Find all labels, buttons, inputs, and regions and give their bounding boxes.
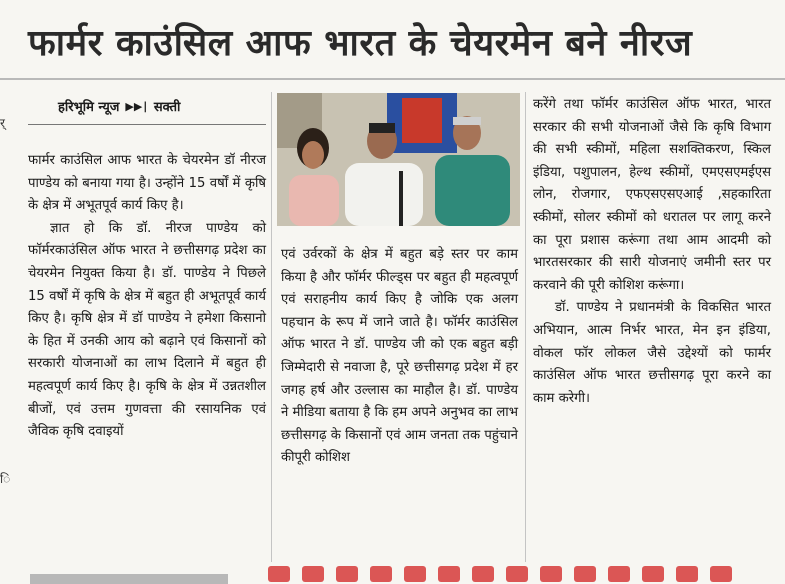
byline-agency: हरिभूमि न्यूज: [58, 100, 120, 115]
headline: फार्मर काउंसिल आफ भारत के चेयरमेन बने नीरज: [28, 23, 693, 64]
paragraph: एवं उर्वरकों के क्षेत्र में बहुत बड़े स्तर पर काम किया है और फॉर्मर फील्ड्स पर बहुत ही महत्वपूर्ण एवं सराहनीय कार्य किए है जोकि एक अलग पहचान के रूप में जाने जाते है। फॉर्मर काउंसिल ऑफ भारत ने डॉ. पाण्डेय जी को एक बहुत बड़ी जिम्मेदारी से नवाजा है, पूरे छत्तीसगढ़ प्रदेश में हर जगह हर्ष और उल्लास का माहौल है। डॉ. पाण्डेय ने मीडिया बताया है कि हम अपने अनुभव का लाभ छत्तीसगढ़ के किसानों एवं आम जनता तक पहुंचाने कीपूरी कोशिश: [281, 247, 518, 466]
paragraph: करेंगे तथा फॉर्मर काउंसिल ऑफ भारत, भारत सरकार की सभी योजनाओं जैसे कि कृषि विभाग की सभी स्कीमों, महिला सशक्तिकरण, स्किल इंडिया, पशुपालन, हेल्थ स्कीमों, एमएसएमईएस लोन, रोजगार, एफएसएसएआई ,सहकारिता स्कीमों, सोलर स्कीमों को धरातल पर लागू करने का पूरा प्रशास करूंगा तथा आम आदमी को भारतसरकार की सारी योजनाएं जमीनी स्तर पर करवाने की पूरी कोशिश करूंगा।: [533, 97, 771, 293]
byline-divider: [28, 124, 266, 125]
paragraph: फार्मर काउंसिल आफ भारत के चेयरमेन डॉ नीरज पाण्डेय को बनाया गया है। उन्होंने 15 वर्षों में कृषि के क्षेत्र में अभूतपूर्व कार्य किए है।: [28, 153, 266, 214]
adjacent-article-fragment: र्: [0, 116, 5, 130]
article-column-3: [533, 94, 771, 410]
article-photo: [277, 93, 520, 226]
column-divider: [271, 92, 272, 562]
article-column-1: [28, 150, 266, 444]
byline-arrow-icon: ▶▶∣: [125, 99, 148, 113]
press-conference-photo: [277, 93, 520, 226]
paragraph: डॉ. पाण्डेय ने प्रधानमंत्री के विकसित भारत अभियान, आत्म निर्भर भारत, मेन इन इंडिया, वोकल फॉर लोकल जैसे उद्देश्यों को फार्मर काउंसिल ऑफ भारत छत्तीसगढ़ पूरा करने का काम करेगी।: [533, 300, 771, 406]
column-divider: [525, 92, 526, 562]
next-article-headline-fragment: [268, 566, 778, 584]
article-column-2: [281, 244, 518, 470]
paragraph: ज्ञात हो कि डॉ. नीरज पाण्डेय को फॉर्मरकाउंसिल ऑफ भारत ने छत्तीसगढ़ प्रदेश का चेयरमेन नियुक्त किया है। डॉ. पाण्डेय ने पिछले 15 वर्षों में कृषि के क्षेत्र में बहुत ही अभूतपूर्व कार्य किए है। कृषि क्षेत्र में डॉ पाण्डेय ने हमेशा किसानो के हित में उनकी आय को बढ़ाने एवं किसानों को सरकारी योजनाओं का लाभ दिलाने में बहुत ही महत्वपूर्ण कार्य किए है। कृषि के क्षेत्र में उन्नतशील बीजों, एवं उत्तम गुणवत्ता की रसायनिक एवं जैविक कृषि दवाइयों: [28, 220, 266, 440]
byline: [58, 95, 258, 117]
headline-divider: [0, 78, 785, 80]
next-article-header-bar: [30, 574, 228, 584]
adjacent-article-fragment: ि: [0, 472, 11, 486]
byline-place: सक्ती: [153, 100, 181, 115]
